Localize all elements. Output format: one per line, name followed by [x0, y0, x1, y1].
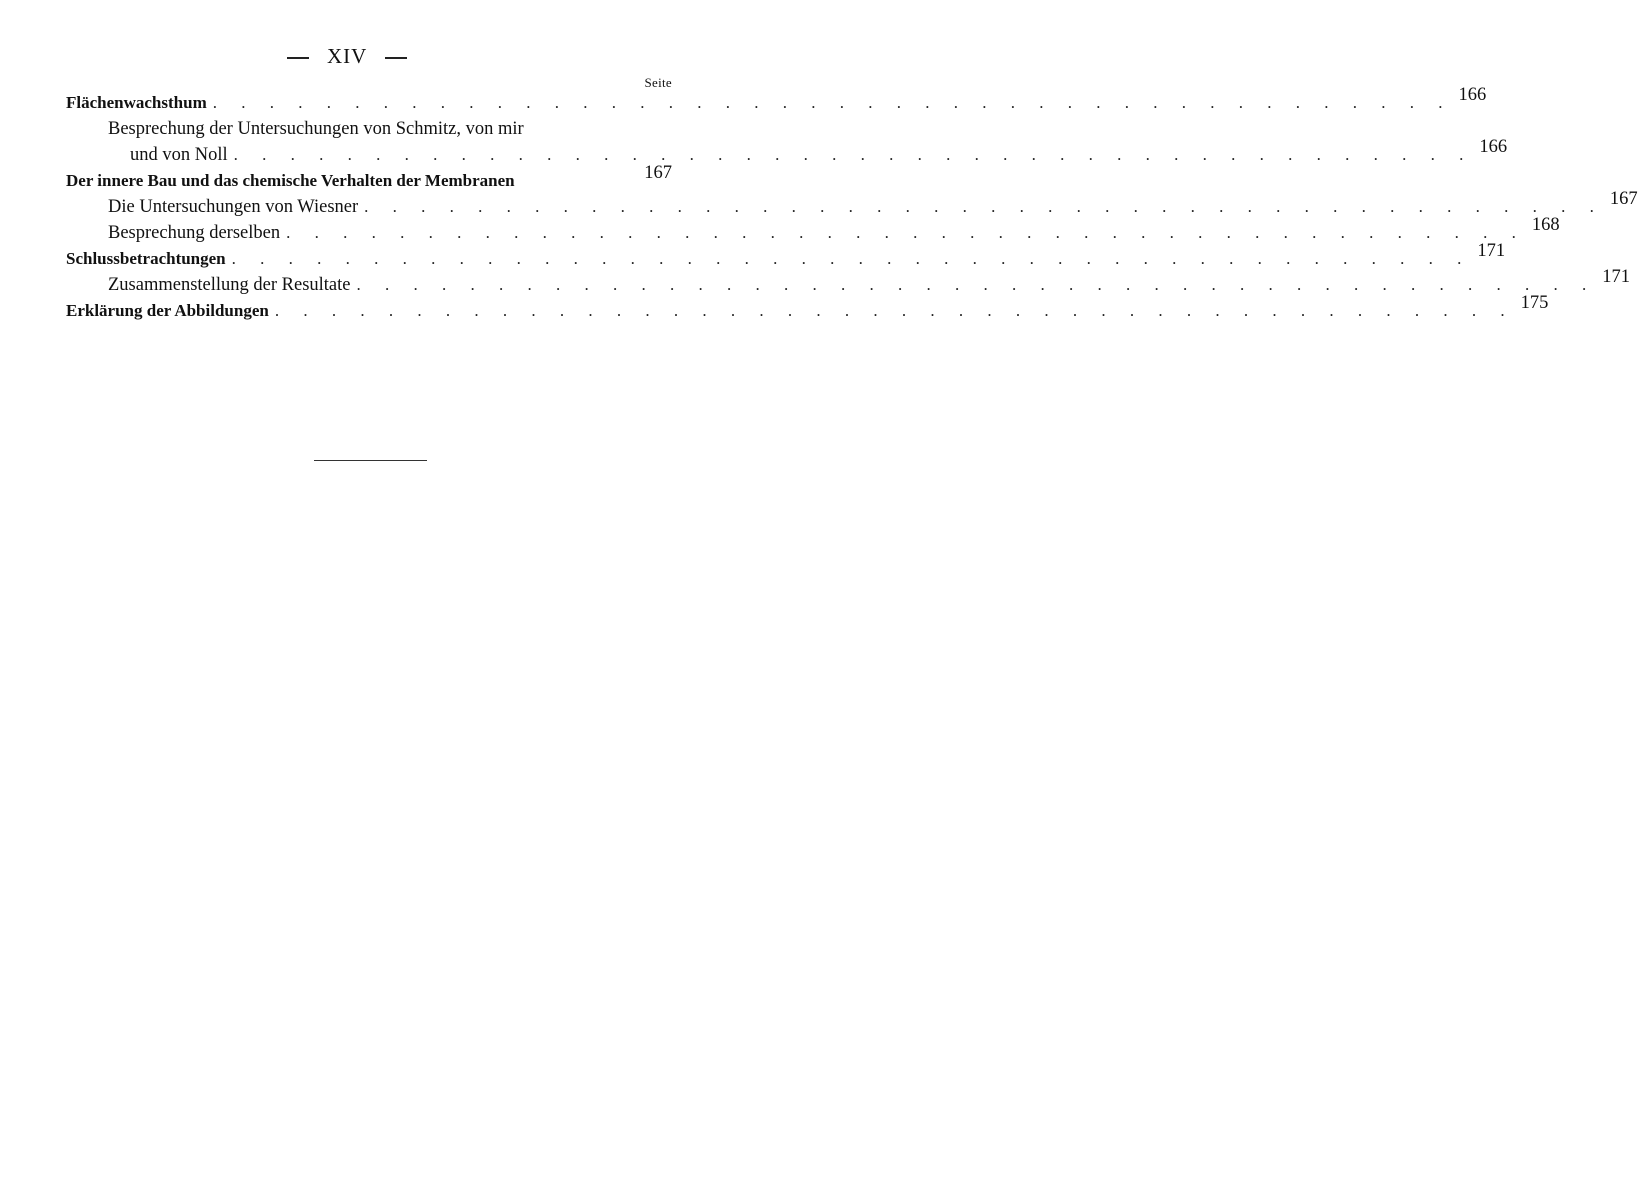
toc-entry-page: 171	[1477, 241, 1506, 261]
page-column-heading: Seite	[644, 75, 672, 90]
toc-entry-label: Schlussbetrachtungen	[66, 249, 226, 268]
toc-entry-page: 167	[644, 163, 672, 183]
section-divider-rule	[314, 460, 427, 461]
toc-entry-page: 171	[1602, 267, 1630, 287]
toc-entry-label: Besprechung der Untersuchungen von Schmitz, von mir	[108, 119, 524, 139]
page-header	[0, 44, 694, 69]
toc-entry-page: 175	[1520, 293, 1549, 313]
toc-entry-page: 166	[1458, 85, 1487, 105]
toc-entry-label: Der innere Bau und das chemische Verhalten der Membranen	[66, 171, 515, 190]
toc-entry-label: Besprechung derselben	[108, 223, 281, 243]
dot-leader: . . . . . . . . . . . . . . . . . . . . . . . . . . . . . . . . . . . . . . . . . . . .	[286, 223, 1526, 242]
toc-entry-label: Die Untersuchungen von Wiesner	[108, 197, 359, 217]
toc-entry-label: Flächenwachsthum	[66, 93, 207, 112]
dot-leader: . . . . . . . . . . . . . . . . . . . . . . . . . . . . . . . . . . . . . . . . . . . .	[212, 93, 1453, 112]
dot-leader: . . . . . . . . . . . . . . . . . . . . . . . . . . . . . . . . . . . . . . . . . . . .	[274, 301, 1515, 320]
toc-entry-page: 166	[1479, 137, 1508, 157]
header-dash-left	[287, 57, 309, 58]
toc-entry	[66, 189, 1638, 218]
toc-entry	[66, 267, 1630, 296]
dot-leader: . . . . . . . . . . . . . . . . . . . . . . . . . . . . . . . . . . . . . . . . . . . .	[231, 249, 1472, 268]
header-dash-right	[385, 57, 407, 58]
toc-entry	[66, 85, 1487, 114]
toc-entry-page: 168	[1531, 215, 1560, 235]
table-of-contents	[66, 85, 1638, 322]
toc-entry	[66, 241, 1506, 270]
toc-entry	[66, 293, 1549, 322]
toc-entry-label: und von Noll	[130, 145, 228, 165]
page-number-roman: XIV	[327, 44, 367, 68]
dot-leader: . . . . . . . . . . . . . . . . . . . . . . . . . . . . . . . . . . . . . . . . . . . .	[364, 197, 1604, 216]
dot-leader: . . . . . . . . . . . . . . . . . . . . . . . . . . . . . . . . . . . . . . . . . . . .	[356, 275, 1597, 294]
toc-entry-page: 167	[1609, 189, 1638, 209]
toc-entry-label: Erklärung der Abbildungen	[66, 301, 269, 320]
toc-entry-label: Zusammenstellung der Resultate	[108, 275, 351, 295]
toc-entry	[66, 163, 672, 192]
toc-entry	[66, 137, 1508, 166]
toc-entry	[66, 215, 1560, 244]
dot-leader: . . . . . . . . . . . . . . . . . . . . . . . . . . . . . . . . . . . . . . . . . . . .	[233, 145, 1474, 164]
toc-entry	[66, 114, 672, 140]
